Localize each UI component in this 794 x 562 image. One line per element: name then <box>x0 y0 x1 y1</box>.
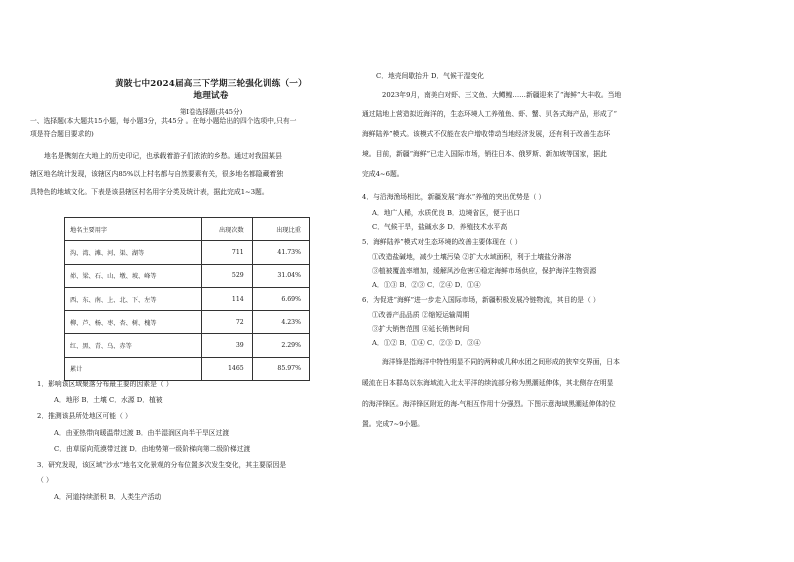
question-3-options: A．河道持续淤积 B．人类生产活动 <box>54 493 162 501</box>
question-3: 3．研究发现，该区域“沙水”地名文化景观的分布位置多次发生变化，其主要原因是 <box>37 461 287 469</box>
intro-line: 地名是镌刻在大地上的历史印记，也承载着游子们浓浓的乡愁。通过对我国某县 <box>44 152 282 160</box>
question-3-options-cont: C．地壳间歇抬升 D．气候干湿变化 <box>376 72 484 80</box>
passage-line: 完成4~6题。 <box>362 170 404 178</box>
question-4-options: A．地广人稀，水质优良 B．边境省区，便于出口 <box>372 209 521 217</box>
intro-line: 辖区地名统计发现，该辖区内85%以上村名都与自然要素有关，很多地名都隐藏着独 <box>30 170 283 178</box>
question-2: 2．推测该县所处地区可能（ ） <box>37 412 132 420</box>
page-subtitle: 地理试卷 <box>193 91 229 101</box>
page-title: 黄陂七中2024届高三下学期三轮强化训练（一） <box>115 79 307 89</box>
passage-line: 通过陆地上营造拟近海洋的，生态环境人工养殖鱼、虾、蟹、贝各式海产品，形成了“ <box>362 110 617 118</box>
question-5-statement: ③植被覆盖率增加，缓解风沙危害④稳定海鲜市场供应，保护海洋生物资源 <box>372 267 597 275</box>
table-cell: 沟、湾、滩、河、渠、湖等 <box>65 241 202 264</box>
passage-line: 海洋锋是指海洋中特性明显不同的两种或几种水团之间形成的狭窄交界面，日本 <box>382 358 620 366</box>
table-cell: 39 <box>201 334 252 357</box>
table-row <box>65 357 310 380</box>
table-header: 地名主要用字 <box>65 218 202 241</box>
table-cell: 柳、芦、杨、枣、杏、树、槐等 <box>65 311 202 334</box>
question-4-options: C．气候干旱，盐碱水多 D．养殖技术水平高 <box>372 223 508 231</box>
table-cell: 72 <box>201 311 252 334</box>
table-cell: 529 <box>201 264 252 287</box>
table-cell: 114 <box>201 287 252 310</box>
question-1: 1．影响该区域聚落分布最主要的因素是（ ） <box>37 380 173 388</box>
table-row <box>65 287 310 310</box>
place-name-table <box>64 217 310 381</box>
table-header-row <box>65 218 310 241</box>
question-6: 6．为促进“海鲜”进一步走入国际市场，新疆积极发展冷链物流，其目的是（ ） <box>362 296 600 304</box>
intro-line: 具特色的地域文化。下表是该县辖区村名用字分类及统计表，据此完成1~3题。 <box>30 188 269 196</box>
table-cell: 红、黑、青、乌、赤等 <box>65 334 202 357</box>
table-row <box>65 334 310 357</box>
question-6-statement: ①改善产品品质 ②缩短运输周期 <box>372 311 470 319</box>
table-cell: 85.97% <box>252 357 309 380</box>
question-4: 4．与沿海渔场相比，新疆发展“海水”养殖的突出优势是（ ） <box>362 193 546 201</box>
table-cell: 711 <box>201 241 252 264</box>
instruction-line: 项是符合题目要求的) <box>30 130 94 138</box>
table-cell: 41.73% <box>252 241 309 264</box>
table-header: 出现比重 <box>252 218 309 241</box>
passage-line: 2023年9月，南美白对虾、三文鱼、大鳟鳇……新疆迎来了“海鲜”大丰收。当地 <box>382 91 622 99</box>
question-1-options: A．地形 B．土壤 C．水源 D．植被 <box>54 396 163 404</box>
table-cell: 4.23% <box>252 311 309 334</box>
table-row <box>65 311 310 334</box>
question-5-statement: ①改造盐碱地，减少土壤污染 ②扩大水域面积，利于土壤盐分淋溶 <box>372 253 572 261</box>
passage-line: 暖流在日本群岛以东海域流入北太平洋的续流部分称为黑潮延伸体，其北侧存在明显 <box>362 379 614 387</box>
question-5: 5．海鲜陆养”模式对生态环境的改善主要体现在（ ） <box>362 238 522 246</box>
passage-line: 置。完成7~9小题。 <box>362 420 424 428</box>
table-row <box>65 241 310 264</box>
question-5-options: A．①③ B．②③ C．②④ D．①④ <box>372 281 481 289</box>
passage-line: 境。目前，新疆“海鲜”已走入国际市场，销往日本、俄罗斯、新加坡等国家，据此 <box>362 150 607 158</box>
passage-line: 海鲜陆养”模式。该模式不仅能在农户增收带动当地经济发展，还有利于改善生态环 <box>362 130 611 138</box>
table-cell: 1465 <box>201 357 252 380</box>
section-heading: 第I卷选择题(共45分) <box>179 108 243 116</box>
table-cell: 峁、梁、石、山、墩、坡、峰等 <box>65 264 202 287</box>
question-6-options: A．①② B．①④ C．②③ D．③④ <box>372 339 481 347</box>
question-6-statement: ③扩大销售范围 ④延长销售时间 <box>372 325 470 333</box>
question-2-options: A．由亚热带向暖温带过渡 B．由半湿润区向半干旱区过渡 <box>54 429 230 437</box>
table-header: 出现次数 <box>201 218 252 241</box>
table-row <box>65 264 310 287</box>
table-cell: 6.69% <box>252 287 309 310</box>
table-cell: 西、东、南、上、北、下、左等 <box>65 287 202 310</box>
table-cell: 2.29% <box>252 334 309 357</box>
instruction-line: 一、选择题(本大题共15小题，每小题3分，共45分 。在每小题给出的四个选项中,只有一 <box>30 117 297 125</box>
question-2-options: C．由草原向荒漠带过渡 D．由地势第一级阶梯向第二级阶梯过渡 <box>54 445 251 453</box>
passage-line: 的海洋锋区。海洋锋区附近的海-气相互作用十分强烈。下图示意海域黑潮延伸体的位 <box>362 400 616 408</box>
question-3-blank: （ ） <box>37 476 53 484</box>
table-cell: 累计 <box>65 357 202 380</box>
table-cell: 31.04% <box>252 264 309 287</box>
